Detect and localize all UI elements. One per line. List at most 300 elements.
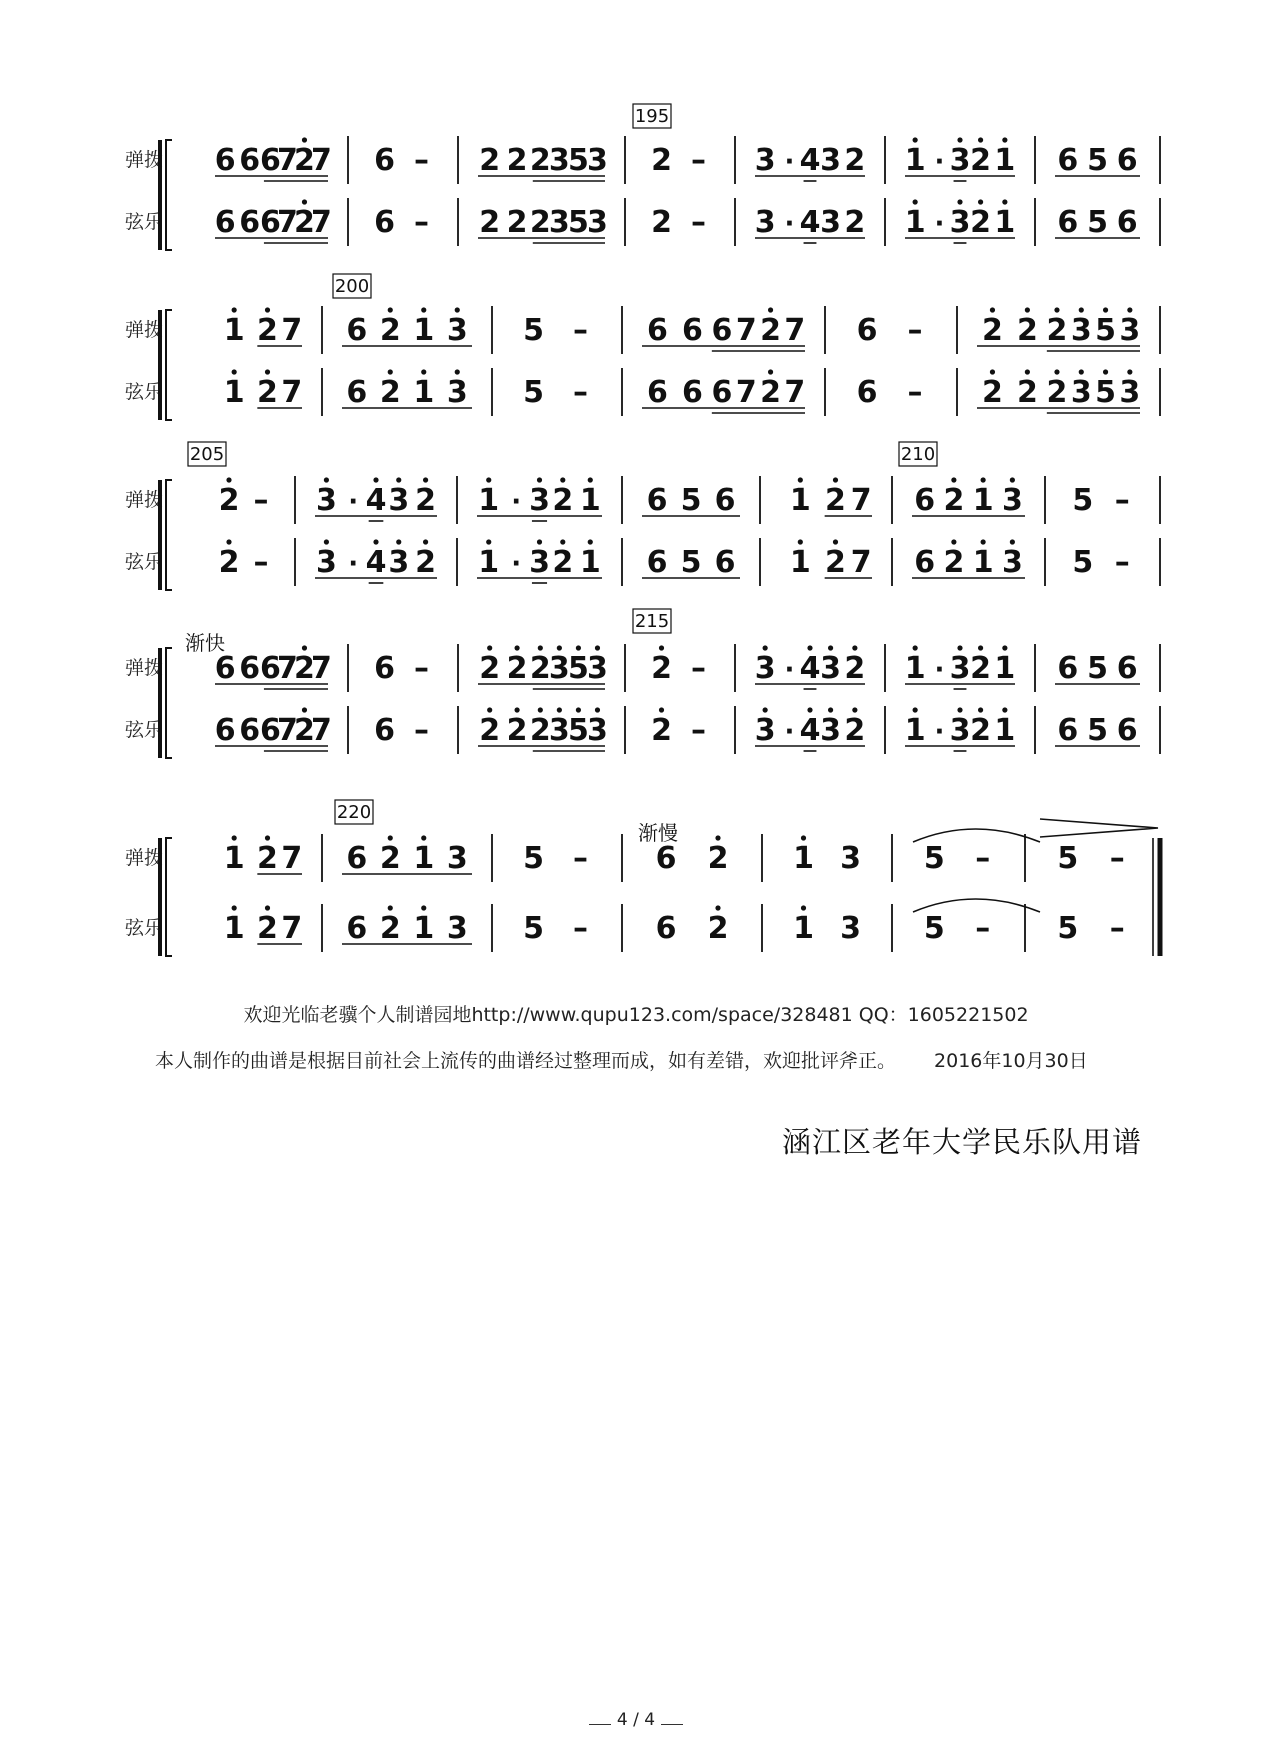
octave-dot [798,539,803,544]
octave-dot [852,645,857,650]
octave-dot [1002,645,1007,650]
note: 2 [506,651,528,686]
note: 3 [820,205,842,240]
octave-dot [557,645,562,650]
dash-rest: – [573,375,588,410]
footer-date: 2016年10月30日 [934,1050,1088,1072]
note: 3 [529,545,550,580]
note: 6 [374,713,395,748]
note: 5 [1072,483,1094,518]
octave-dot [1103,307,1108,312]
note: 6 [1116,651,1138,686]
note: 3 [1001,545,1023,580]
note: 3 [587,143,608,178]
measure-number: 205 [189,444,225,465]
octave-dot [798,477,803,482]
note: 3 [587,205,608,240]
note: 6 [259,143,281,178]
part-label: 弦乐 [125,917,164,939]
note: 6 [856,375,878,410]
note: 5 [523,375,544,410]
note: 3 [820,713,842,748]
note: 1 [413,375,435,410]
note: 3 [754,713,776,748]
octave-dot [981,539,986,544]
note: 5 [923,841,945,876]
octave-dot [807,707,812,712]
note: 7 [311,205,332,240]
note: 2 [479,713,501,748]
part-label: 弦乐 [125,719,164,741]
note: 2 [294,143,315,178]
note: 7 [735,375,757,410]
note: 2 [1046,313,1068,348]
note: 6 [239,651,261,686]
note: 3 [315,483,337,518]
note: 7 [277,713,298,748]
octave-dot [302,137,307,142]
octave-dot [324,477,329,482]
octave-dot [232,905,237,910]
note: 4 [799,205,821,240]
dash-rest: – [975,841,991,876]
part-label: 弹拨 [125,657,164,679]
note: 1 [579,483,601,518]
note: 3 [548,713,570,748]
octave-dot [913,199,918,204]
dotted-mark: · [511,549,522,579]
note: 2 [982,375,1003,410]
dotted-mark: · [784,717,795,747]
octave-dot [1054,307,1059,312]
dash-rest: – [1109,911,1125,946]
octave-dot [828,645,833,650]
note: 6 [259,651,281,686]
note: 2 [760,375,782,410]
dash-rest: – [414,143,429,178]
note: 1 [223,911,245,946]
note: 4 [365,483,387,518]
octave-dot [715,835,720,840]
dotted-mark: · [784,655,795,685]
note: 6 [346,375,368,410]
note: 2 [257,841,278,876]
note: 3 [820,651,842,686]
note: 2 [294,651,315,686]
dash-rest: – [691,205,706,240]
octave-dot [801,905,806,910]
octave-dot [957,645,962,650]
octave-dot [388,369,393,374]
note: 5 [1087,205,1108,240]
note: 3 [446,313,468,348]
note: 2 [379,313,401,348]
octave-dot [1079,369,1084,374]
octave-dot [324,539,329,544]
dash-rest: – [1114,545,1130,580]
note: 6 [214,651,236,686]
octave-dot [852,707,857,712]
system-4 [125,609,1160,758]
octave-dot [232,307,237,312]
note: 2 [707,841,729,876]
note: 6 [646,483,668,518]
octave-dot [302,199,307,204]
octave-dot [514,645,519,650]
note: 2 [257,375,278,410]
octave-dot [951,477,956,482]
note: 3 [1119,375,1141,410]
octave-dot [560,477,565,482]
note: 7 [277,651,298,686]
note: 6 [214,143,236,178]
part-label: 弦乐 [125,381,164,403]
note: 1 [223,841,245,876]
note: 1 [789,545,811,580]
octave-dot [715,905,720,910]
octave-dot [421,835,426,840]
footer-disclaimer: 本人制作的曲谱是根据目前社会上流传的曲谱经过整理而成，如有差错，欢迎批评斧正。 [155,1050,897,1072]
note: 7 [784,375,806,410]
octave-dot [486,477,491,482]
note: 3 [587,651,608,686]
note: 6 [655,911,677,946]
note: 1 [478,483,500,518]
note: 2 [552,545,574,580]
note: 5 [567,205,589,240]
octave-dot [421,307,426,312]
note: 2 [294,205,315,240]
system-bracket [166,140,172,250]
octave-dot [833,477,838,482]
note: 3 [820,143,842,178]
part-label: 弹拨 [125,149,164,171]
note: 2 [943,483,965,518]
measure-number: 210 [900,444,936,465]
octave-dot [763,645,768,650]
note: 6 [856,313,878,348]
octave-dot [455,369,460,374]
note: 2 [379,911,401,946]
note: 7 [277,205,298,240]
note: 7 [281,841,303,876]
note: 6 [346,911,368,946]
dash-rest: – [573,841,588,876]
octave-dot [913,707,918,712]
note: 2 [257,911,278,946]
note: 4 [365,545,387,580]
note: 2 [218,545,240,580]
note: 6 [374,651,395,686]
note: 3 [754,651,776,686]
dotted-mark: · [348,549,359,579]
note: 3 [587,713,608,748]
note: 5 [1087,143,1108,178]
octave-dot [768,369,773,374]
note: 2 [379,375,401,410]
note: 5 [523,313,544,348]
dash-rest: – [414,713,429,748]
note: 1 [413,911,435,946]
octave-dot [1002,137,1007,142]
note: 7 [311,143,332,178]
note: 5 [680,483,702,518]
note: 6 [914,545,936,580]
system-bracket [166,480,172,590]
dotted-mark: · [934,209,945,239]
note: 3 [949,205,971,240]
note: 2 [970,651,992,686]
decrescendo-hairpin [1040,819,1158,837]
note: 6 [374,205,395,240]
octave-dot [990,307,995,312]
octave-dot [1054,369,1059,374]
dash-rest: – [414,651,429,686]
note: 6 [647,313,668,348]
note: 3 [949,143,971,178]
note: 2 [506,143,528,178]
note: 6 [214,713,236,748]
note: 6 [1057,143,1079,178]
note: 1 [904,651,926,686]
note: 5 [923,911,945,946]
tempo-mark: 渐慢 [638,821,678,845]
octave-dot [396,539,401,544]
note: 2 [825,483,846,518]
note: 2 [844,713,866,748]
octave-dot [487,707,492,712]
dash-rest: – [1114,483,1130,518]
note: 2 [479,651,501,686]
note: 6 [711,313,733,348]
note: 3 [315,545,337,580]
note: 2 [651,651,672,686]
octave-dot [396,477,401,482]
part-label: 弦乐 [125,551,164,573]
octave-dot [373,477,378,482]
note: 2 [552,483,574,518]
note: 1 [972,483,994,518]
note: 2 [1016,375,1038,410]
note: 6 [647,375,668,410]
octave-dot [265,905,270,910]
note: 6 [714,545,736,580]
note: 5 [1095,313,1117,348]
octave-dot [1002,707,1007,712]
note: 2 [844,651,866,686]
system-1 [125,104,1160,250]
octave-dot [588,477,593,482]
dotted-mark: · [784,209,795,239]
octave-dot [1010,539,1015,544]
octave-dot [913,137,918,142]
note: 5 [567,713,589,748]
note: 5 [523,841,544,876]
note: 7 [281,313,303,348]
octave-dot [957,199,962,204]
dotted-mark: · [784,147,795,177]
note: 2 [415,545,437,580]
note: 1 [223,375,245,410]
octave-dot [981,477,986,482]
note: 5 [1057,911,1079,946]
part-label: 弹拨 [125,319,164,341]
note: 1 [904,713,926,748]
octave-dot [978,199,983,204]
note: 6 [1116,205,1138,240]
note: 2 [529,143,551,178]
octave-dot [514,707,519,712]
octave-dot [763,707,768,712]
octave-dot [833,539,838,544]
octave-dot [487,645,492,650]
octave-dot [595,707,600,712]
note: 6 [714,483,736,518]
octave-dot [226,477,231,482]
note: 2 [970,713,992,748]
note: 3 [840,911,861,946]
octave-dot [978,645,983,650]
note: 2 [943,545,965,580]
dash-rest: – [253,483,269,518]
note: 1 [478,545,500,580]
dotted-mark: · [934,147,945,177]
note: 3 [840,841,861,876]
note: 6 [681,313,703,348]
system-5 [125,800,1160,956]
note: 5 [567,651,589,686]
octave-dot [373,539,378,544]
dash-rest: – [691,143,706,178]
octave-dot [807,645,812,650]
octave-dot [1025,307,1030,312]
octave-dot [421,905,426,910]
note: 7 [281,911,303,946]
dash-rest: – [573,911,588,946]
note: 6 [1057,713,1079,748]
note: 2 [479,205,501,240]
note: 6 [239,143,261,178]
note: 3 [446,375,468,410]
note: 5 [1087,651,1108,686]
note: 7 [850,545,872,580]
octave-dot [265,307,270,312]
note: 3 [1070,375,1092,410]
octave-dot [801,835,806,840]
note: 6 [655,841,677,876]
dotted-mark: · [934,655,945,685]
octave-dot [302,645,307,650]
dash-rest: – [975,911,991,946]
note: 3 [949,713,971,748]
part-label: 弦乐 [125,211,164,233]
dash-rest: – [414,205,429,240]
note: 3 [949,651,971,686]
note: 6 [239,713,261,748]
note: 6 [214,205,236,240]
note: 6 [346,313,368,348]
note: 2 [529,205,551,240]
octave-dot [421,369,426,374]
octave-dot [423,477,428,482]
octave-dot [1025,369,1030,374]
octave-dot [232,835,237,840]
octave-dot [388,905,393,910]
octave-dot [595,645,600,650]
octave-dot [1103,369,1108,374]
note: 2 [844,143,866,178]
octave-dot [768,307,773,312]
note: 7 [850,483,872,518]
octave-dot [538,645,543,650]
octave-dot [1079,307,1084,312]
octave-dot [828,707,833,712]
band-title: 涵江区老年大学民乐队用谱 [781,1125,1142,1159]
octave-dot [537,477,542,482]
dash-rest: – [691,651,706,686]
note: 1 [793,911,814,946]
part-label: 弹拨 [125,489,164,511]
dash-rest: – [573,313,588,348]
note: 6 [259,205,281,240]
note: 1 [579,545,601,580]
note: 2 [218,483,240,518]
note: 6 [914,483,936,518]
octave-dot [226,539,231,544]
system-bracket [166,838,172,956]
note: 7 [311,651,332,686]
octave-dot [538,707,543,712]
octave-dot [265,835,270,840]
note: 2 [844,205,866,240]
dotted-mark: · [511,487,522,517]
note: 1 [994,205,1016,240]
note: 4 [799,651,821,686]
note: 2 [506,205,528,240]
note: 5 [680,545,702,580]
note: 3 [446,911,468,946]
dotted-mark: · [934,717,945,747]
note: 7 [311,713,332,748]
note: 6 [681,375,703,410]
note: 6 [1116,713,1138,748]
note: 1 [413,841,435,876]
system-2 [125,274,1160,420]
octave-dot [1010,477,1015,482]
note: 1 [994,651,1016,686]
page-number: 4 / 4 [0,1710,1272,1730]
note: 2 [415,483,437,518]
note: 7 [281,375,303,410]
note: 2 [707,911,729,946]
note: 1 [972,545,994,580]
note: 4 [799,713,821,748]
footer-website-line: 欢迎光临老骥个人制谱园地http://www.qupu123.com/space/328481 QQ：1605221502 [243,1004,1029,1026]
octave-dot [455,307,460,312]
note: 3 [754,205,776,240]
note: 2 [506,713,528,748]
note: 2 [1046,375,1068,410]
note: 2 [479,143,501,178]
note: 3 [1001,483,1023,518]
note: 6 [239,205,261,240]
note: 5 [523,911,544,946]
note: 7 [784,313,806,348]
note: 6 [646,545,668,580]
note: 6 [711,375,733,410]
octave-dot [913,645,918,650]
note: 3 [446,841,468,876]
